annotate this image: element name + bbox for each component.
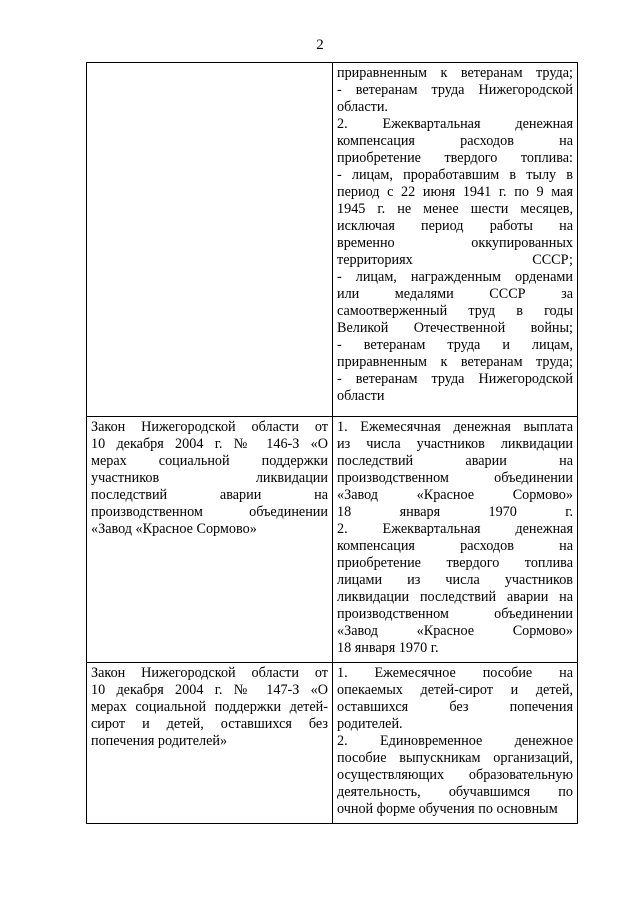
cell-text-line: из числа участников ликвидации — [337, 436, 573, 452]
cell-text-line: производственном объединении — [337, 470, 573, 486]
cell-text-line: родителей. — [337, 716, 403, 732]
cell-text-line: очной форме обучения по основным — [337, 801, 558, 817]
cell-text-line: приобретение твердого топлива: — [337, 150, 573, 166]
cell-text-line: последствий аварии на — [91, 487, 328, 503]
table-row — [87, 663, 578, 824]
cell-text-line: 2. Ежеквартальная денежная — [337, 116, 573, 132]
cell-text-line: «Завод «Красное Сормово» — [91, 521, 257, 537]
cell-text-line: - лицам, награжденным орденами — [337, 269, 573, 285]
cell-text-line: опекаемых детей-сирот и детей, — [337, 682, 573, 698]
cell-text-line: лицами из числа участников — [337, 572, 573, 588]
cell-text-line: последствий аварии на — [337, 453, 573, 469]
law-cell — [87, 663, 333, 824]
cell-text-line: мерах социальной поддержки — [91, 453, 328, 469]
cell-text-line: пособие выпускникам организаций, — [337, 750, 573, 766]
cell-text-line: деятельность, обучавшимся по — [337, 784, 573, 800]
measures-cell — [333, 663, 578, 824]
cell-text-line: компенсация расходов на — [337, 133, 573, 149]
cell-text-line: компенсация расходов на — [337, 538, 573, 554]
table-row — [87, 63, 578, 417]
cell-text-line: осуществляющих образовательную — [337, 767, 573, 783]
cell-text-line: сирот и детей, оставшихся без — [91, 716, 328, 732]
measures-cell — [333, 417, 578, 663]
cell-text-line: 18 января 1970 г. — [337, 640, 439, 656]
cell-text-line: приравненным к ветеранам труда; — [337, 354, 573, 370]
cell-text-line: 10 декабря 2004 г. № 146-З «О — [91, 436, 328, 452]
cell-text-line: 1. Ежемесячная денежная выплата — [337, 419, 573, 435]
cell-text-line: «Завод «Красное Сормово» — [337, 487, 573, 503]
cell-text-line: Закон Нижегородской области от — [91, 665, 328, 681]
cell-text-line: 18 января 1970 г. — [337, 504, 573, 520]
cell-text-line: ликвидации последствий аварии на — [337, 589, 573, 605]
cell-text-line: участников ликвидации — [91, 470, 328, 486]
cell-text-line: 2. Ежеквартальная денежная — [337, 521, 573, 537]
cell-text-line: 1945 г. не менее шести месяцев, — [337, 201, 573, 217]
cell-text-line: приобретение твердого топлива — [337, 555, 573, 571]
cell-text-line: период с 22 июня 1941 г. по 9 мая — [337, 184, 573, 200]
cell-text-line: области. — [337, 99, 388, 115]
cell-text-line: приравненным к ветеранам труда; — [337, 65, 573, 81]
cell-text-line: 1. Ежемесячное пособие на — [337, 665, 573, 681]
cell-text-line: оставшихся без попечения — [337, 699, 573, 715]
cell-text-line: мерах социальной поддержки детей- — [91, 699, 328, 715]
cell-text-line: - ветеранам труда Нижегородской — [337, 371, 573, 387]
cell-text-line: производственном объединении — [337, 606, 573, 622]
cell-text-line: - лицам, проработавшим в тылу в — [337, 167, 573, 183]
cell-text-line: территориях СССР; — [337, 252, 573, 268]
cell-text-line: самоотверженный труд в годы — [337, 303, 573, 319]
cell-text-line: производственном объединении — [91, 504, 328, 520]
document-table — [86, 62, 578, 824]
cell-text-line: 2. Единовременное денежное — [337, 733, 573, 749]
cell-text-line: исключая период работы на — [337, 218, 573, 234]
cell-text-line: Закон Нижегородской области от — [91, 419, 328, 435]
cell-text-line: или медалями СССР за — [337, 286, 573, 302]
table-row — [87, 417, 578, 663]
cell-text-line: попечения родителей» — [91, 733, 228, 749]
cell-text-line: области — [337, 388, 385, 404]
cell-text-line: - ветеранам труда Нижегородской — [337, 82, 573, 98]
cell-text-line: временно оккупированных — [337, 235, 573, 251]
law-cell — [87, 417, 333, 663]
cell-text-line: Великой Отечественной войны; — [337, 320, 573, 336]
measures-cell — [333, 63, 578, 417]
cell-text-line: 10 декабря 2004 г. № 147-З «О — [91, 682, 328, 698]
cell-text-line: - ветеранам труда и лицам, — [337, 337, 573, 353]
cell-text-line: «Завод «Красное Сормово» — [337, 623, 573, 639]
page-number: 2 — [316, 37, 324, 53]
law-cell — [87, 63, 333, 417]
